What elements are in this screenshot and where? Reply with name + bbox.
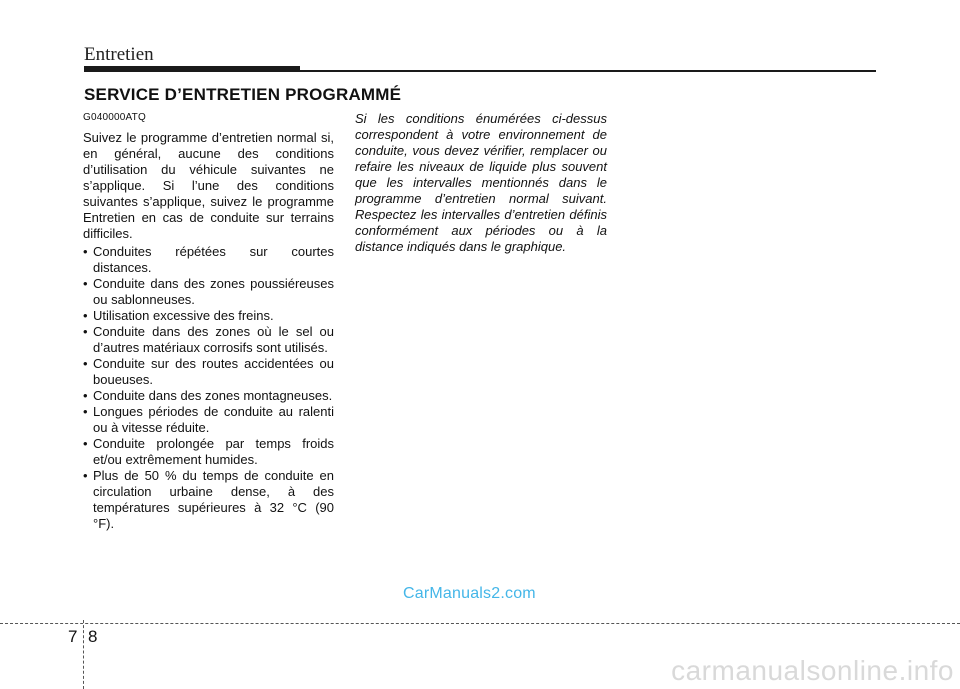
reference-code: G040000ATQ [83,112,146,123]
list-item [83,308,334,324]
page-number: 8 [88,627,98,646]
bullet-icon: • [83,404,88,419]
section-title: SERVICE D’ENTRETIEN PROGRAMMÉ [84,85,402,104]
list-item-text: Conduite sur des routes accidentées ou boueuses. [93,356,334,387]
list-item [83,468,334,532]
bullet-icon: • [83,324,88,339]
chapter-number: 7 [68,627,78,646]
bullet-icon: • [83,356,88,371]
footer-vertical-divider [83,620,84,689]
list-item [83,356,334,388]
list-item [83,388,334,404]
bullet-icon: • [83,244,88,259]
list-item-text: Conduite dans des zones où le sel ou d’autres matériaux corrosifs sont utilisés. [93,324,334,355]
right-column-note: Si les conditions énumérées ci-dessus correspondent à votre environnement de conduite, vous devez vérifier, remplacer ou refaire les niveaux de liquide plus souvent que les intervalles mentionnés dans le programme d’entretien normal suivant. Respectez les intervalles d’entretien définis conformément aux périodes ou à la distance indiqués dans le graphique. [355,111,607,254]
list-item [83,404,334,436]
list-item [83,244,334,276]
bullet-icon: • [83,468,88,483]
header-bar-thick [84,66,300,72]
intro-paragraph: Suivez le programme d’entretien normal si, en général, aucune des conditions d’utilisation du véhicule suivantes ne s’applique. Si l’une des conditions suivantes s’applique, suivez le programme Entretien en cas de conduite sur terrains difficiles. [83,130,334,241]
list-item-text: Utilisation excessive des freins. [93,308,274,323]
bullet-icon: • [83,276,88,291]
left-column [83,110,334,532]
list-item [83,436,334,468]
header-title: Entretien [84,44,154,65]
conditions-list [83,244,334,532]
bullet-icon: • [83,436,88,451]
list-item-text: Conduite dans des zones poussiéreuses ou sablonneuses. [93,276,334,307]
list-item-text: Plus de 50 % du temps de conduite en circulation urbaine dense, à des températures supérieures à 32 °C (90 °F). [93,468,334,531]
bullet-icon: • [83,308,88,323]
footer-divider [0,623,960,624]
list-item-text: Conduite prolongée par temps froids et/ou extrêmement humides. [93,436,334,467]
header-bar-thin [300,70,876,72]
list-item-text: Conduite dans des zones montagneuses. [93,388,333,403]
bullet-icon: • [83,388,88,403]
site-watermark: carmanualsonline.info [671,655,954,686]
list-item-text: Conduites répétées sur courtes distances. [93,244,334,275]
list-item [83,324,334,356]
list-item [83,276,334,308]
list-item-text: Longues périodes de conduite au ralenti ou à vitesse réduite. [93,404,334,435]
watermark-link[interactable]: CarManuals2.com [403,585,536,602]
